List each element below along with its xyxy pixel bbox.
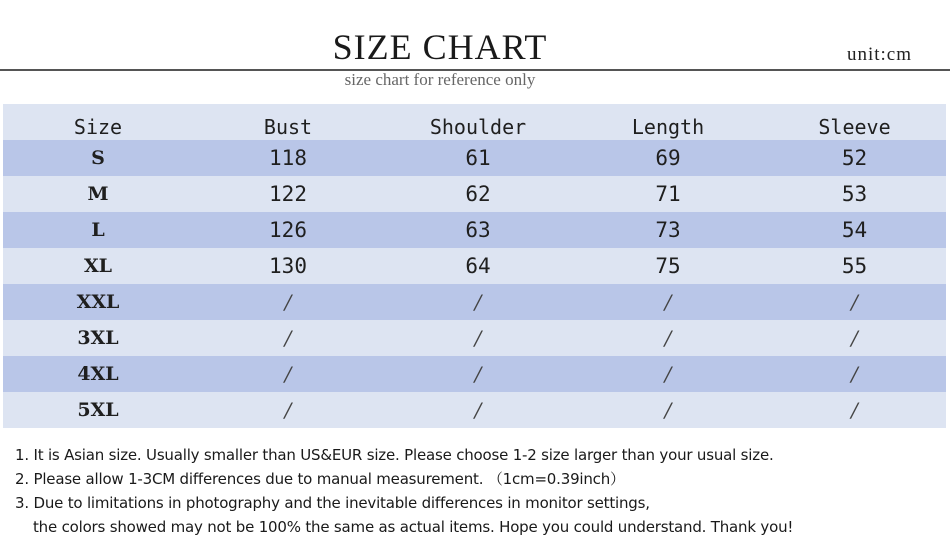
table-cell-shoulder: / bbox=[474, 398, 482, 422]
table-row bbox=[3, 392, 946, 428]
table-cell-bust: / bbox=[284, 290, 292, 314]
note-line: the colors showed may not be 100% the same as actual items. Hope you could understand. Thank you! bbox=[33, 518, 794, 536]
table-cell-size: XXL bbox=[76, 291, 120, 313]
table-cell-length: 75 bbox=[655, 254, 681, 278]
table-cell-size: M bbox=[87, 183, 109, 205]
column-header-length: Length bbox=[631, 115, 705, 139]
table-cell-sleeve: / bbox=[851, 290, 858, 314]
table-cell-length: 69 bbox=[655, 146, 681, 170]
table-cell-size: S bbox=[91, 147, 105, 169]
table-cell-sleeve: 52 bbox=[841, 146, 868, 170]
table-cell-bust: 126 bbox=[269, 218, 307, 242]
table-cell-shoulder: / bbox=[474, 362, 482, 386]
table-cell-length: 73 bbox=[655, 218, 681, 242]
table-cell-sleeve: 55 bbox=[841, 254, 868, 278]
page-title: SIZE CHART bbox=[332, 27, 548, 67]
note-line: 3. Due to limitations in photography and the inevitable differences in monitor settings, bbox=[15, 494, 650, 512]
table-row bbox=[3, 284, 946, 320]
table-cell-sleeve: 53 bbox=[841, 182, 868, 206]
table-cell-sleeve: / bbox=[851, 398, 858, 422]
table-cell-size: 4XL bbox=[77, 363, 119, 385]
note-line: 2. Please allow 1-3CM differences due to manual measurement. （1cm=0.39inch） bbox=[15, 470, 625, 488]
table-cell-bust: 122 bbox=[269, 182, 307, 206]
table-cell-shoulder: / bbox=[474, 326, 482, 350]
table-cell-length: / bbox=[664, 290, 672, 314]
notes-section bbox=[15, 443, 793, 539]
table-cell-sleeve: / bbox=[851, 326, 858, 350]
table-cell-length: / bbox=[664, 398, 672, 422]
column-header-bust: Bust bbox=[263, 115, 313, 139]
table-cell-length: / bbox=[664, 326, 672, 350]
table-cell-length: 71 bbox=[655, 182, 681, 206]
table-cell-bust: 118 bbox=[269, 146, 307, 170]
table-row bbox=[3, 320, 946, 356]
size-table bbox=[3, 104, 946, 428]
table-cell-shoulder: 64 bbox=[465, 254, 491, 278]
table-row bbox=[3, 140, 946, 176]
table-row bbox=[3, 176, 946, 212]
table-cell-size: 5XL bbox=[77, 399, 119, 421]
table-cell-size: XL bbox=[83, 255, 113, 277]
table-cell-sleeve: 54 bbox=[841, 218, 868, 242]
table-cell-size: L bbox=[91, 219, 105, 241]
table-cell-shoulder: 63 bbox=[465, 218, 491, 242]
table-cell-size: 3XL bbox=[77, 327, 119, 349]
table-cell-bust: / bbox=[284, 362, 292, 386]
note-line: 1. It is Asian size. Usually smaller than US&EUR size. Please choose 1-2 size larger than your usual size. bbox=[15, 446, 774, 464]
table-cell-length: / bbox=[664, 362, 672, 386]
unit-label: unit:cm bbox=[846, 44, 912, 65]
page-subtitle: size chart for reference only bbox=[344, 70, 536, 89]
column-header-size: Size bbox=[73, 115, 123, 139]
column-header-sleeve: Sleeve bbox=[818, 115, 891, 139]
table-cell-bust: / bbox=[284, 398, 292, 422]
column-header-shoulder: Shoulder bbox=[429, 115, 527, 139]
table-header-row bbox=[3, 104, 946, 140]
table-cell-sleeve: / bbox=[851, 362, 858, 386]
table-row bbox=[3, 248, 946, 284]
table-cell-shoulder: / bbox=[474, 290, 482, 314]
table-cell-bust: 130 bbox=[269, 254, 307, 278]
table-row bbox=[3, 212, 946, 248]
table-cell-bust: / bbox=[284, 326, 292, 350]
table-row bbox=[3, 356, 946, 392]
table-cell-shoulder: 61 bbox=[465, 146, 491, 170]
table-cell-shoulder: 62 bbox=[465, 182, 491, 206]
